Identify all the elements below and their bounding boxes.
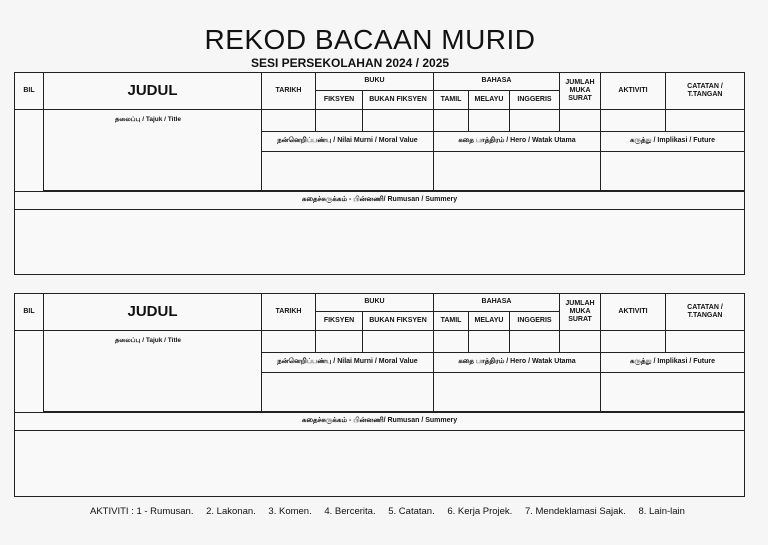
legend-item: 7. Mendeklamasi Sajak. <box>524 506 626 517</box>
fiksyen-cell[interactable] <box>316 110 363 132</box>
bil-cell[interactable] <box>15 331 44 412</box>
tarikh-cell[interactable] <box>262 331 316 353</box>
future-cell[interactable] <box>601 373 744 412</box>
future-cell[interactable] <box>601 152 744 191</box>
buku-header: BUKU <box>316 294 434 312</box>
catatan-header: CATATAN / T.TANGAN <box>666 294 744 331</box>
catatan-cell[interactable] <box>666 331 744 353</box>
tamil-cell[interactable] <box>434 110 469 132</box>
legend-item: 8. Lain-lain <box>638 506 685 517</box>
jumlah-cell[interactable] <box>560 331 601 353</box>
rumusan-cell[interactable] <box>15 431 744 496</box>
inggeris-cell[interactable] <box>510 331 560 353</box>
bil-header: BIL <box>15 73 44 110</box>
nilai-cell[interactable] <box>262 152 434 191</box>
nilai-header: நன்னெறிப்பண்பு / Nilai Murni / Moral Value <box>262 132 434 152</box>
fiksyen-cell[interactable] <box>316 331 363 353</box>
bil-cell[interactable] <box>15 110 44 191</box>
rumusan-header: கதைச்சுருக்கம் - பின்னணி/ Rumusan / Summery <box>15 191 744 210</box>
rumusan-cell[interactable] <box>15 210 744 274</box>
page-title: REKOD BACAAN MURID <box>204 24 536 55</box>
bil-header: BIL <box>15 294 44 331</box>
tamil-cell[interactable] <box>434 331 469 353</box>
jumlah-cell[interactable] <box>560 110 601 132</box>
melayu-cell[interactable] <box>469 331 510 353</box>
legend-item: 2. Lakonan. <box>206 506 256 517</box>
fiksyen-header: FIKSYEN <box>316 91 363 110</box>
legend-prefix: AKTIVITI : 1 - Rumusan. <box>90 506 194 517</box>
melayu-header: MELAYU <box>469 312 510 331</box>
inggeris-header: INGGERIS <box>510 312 560 331</box>
record-form-1 <box>14 72 745 275</box>
bukan-fiksyen-header: BUKAN FIKSYEN <box>363 312 434 331</box>
legend-item: 5. Catatan. <box>388 506 435 517</box>
record-form-2 <box>14 293 745 497</box>
legend-item: 4. Bercerita. <box>324 506 376 517</box>
future-header: கருத்து / Implikasi / Future <box>601 132 744 152</box>
bukan-fiksyen-header: BUKAN FIKSYEN <box>363 91 434 110</box>
future-header: கருத்து / Implikasi / Future <box>601 353 744 373</box>
bahasa-header: BAHASA <box>434 73 560 91</box>
legend-item: 3. Komen. <box>268 506 312 517</box>
bukan-fiksyen-cell[interactable] <box>363 110 434 132</box>
inggeris-header: INGGERIS <box>510 91 560 110</box>
bahasa-header: BAHASA <box>434 294 560 312</box>
aktiviti-header: AKTIVITI <box>601 73 666 110</box>
hero-cell[interactable] <box>434 373 601 412</box>
fiksyen-header: FIKSYEN <box>316 312 363 331</box>
rumusan-header: கதைச்சுருக்கம் - பின்னணி/ Rumusan / Summery <box>15 412 744 431</box>
legend-item: 6. Kerja Projek. <box>447 506 513 517</box>
tajuk-label: தலைப்பு / Tajuk / Title <box>115 337 182 344</box>
activity-legend <box>90 506 695 517</box>
melayu-header: MELAYU <box>469 91 510 110</box>
inggeris-cell[interactable] <box>510 110 560 132</box>
tarikh-header: TARIKH <box>262 73 316 110</box>
bukan-fiksyen-cell[interactable] <box>363 331 434 353</box>
nilai-header: நன்னெறிப்பண்பு / Nilai Murni / Moral Value <box>262 353 434 373</box>
hero-header: கதை பாத்திரம் / Hero / Watak Utama <box>434 353 601 373</box>
jumlah-muka-surat-header: JUMLAH MUKA SURAT <box>560 294 601 331</box>
tamil-header: TAMIL <box>434 312 469 331</box>
tajuk-label: தலைப்பு / Tajuk / Title <box>115 116 182 123</box>
tarikh-cell[interactable] <box>262 110 316 132</box>
melayu-cell[interactable] <box>469 110 510 132</box>
jumlah-muka-surat-header: JUMLAH MUKA SURAT <box>560 73 601 110</box>
buku-header: BUKU <box>316 73 434 91</box>
tarikh-header: TARIKH <box>262 294 316 331</box>
catatan-header: CATATAN / T.TANGAN <box>666 73 744 110</box>
aktiviti-cell[interactable] <box>601 110 666 132</box>
aktiviti-cell[interactable] <box>601 331 666 353</box>
hero-header: கதை பாத்திரம் / Hero / Watak Utama <box>434 132 601 152</box>
aktiviti-header: AKTIVITI <box>601 294 666 331</box>
page-subtitle: SESI PERSEKOLAHAN 2024 / 2025 <box>250 56 450 70</box>
nilai-cell[interactable] <box>262 373 434 412</box>
hero-cell[interactable] <box>434 152 601 191</box>
judul-header: JUDUL <box>44 294 262 331</box>
judul-header: JUDUL <box>44 73 262 110</box>
tamil-header: TAMIL <box>434 91 469 110</box>
catatan-cell[interactable] <box>666 110 744 132</box>
